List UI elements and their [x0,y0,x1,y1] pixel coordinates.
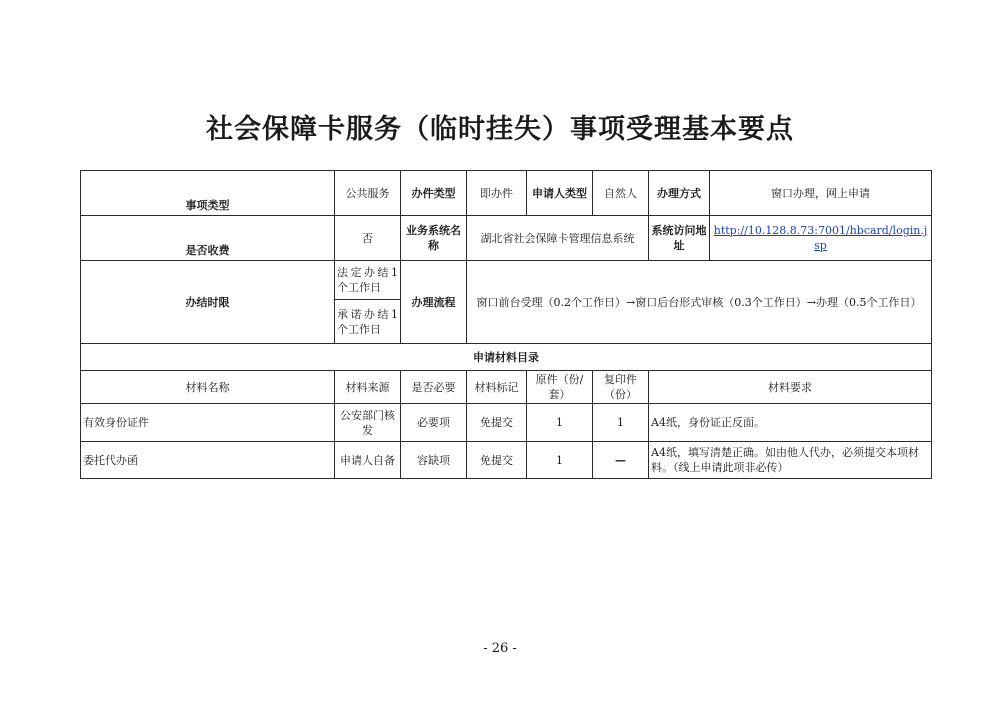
materials-section-title: 申请材料目录 [81,344,932,371]
table-row [81,404,932,442]
system-url-cell [710,216,932,261]
material-source: 申请人自备 [335,442,401,479]
handling-method-label: 办理方式 [649,171,710,216]
system-url-link[interactable]: http://10.128.8.73:7001/hbcard/login.jsp [713,224,928,252]
material-required: 必要项 [401,404,467,442]
col-original-count: 原件（份/套） [527,371,593,404]
handling-method-value: 窗口办理，网上申请 [710,171,932,216]
case-type-label: 办件类型 [401,171,467,216]
business-system-value: 湖北省社会保障卡管理信息系统 [467,216,649,261]
item-type-value: 公共服务 [335,171,401,216]
system-url-label: 系统访问地址 [649,216,710,261]
col-required: 是否必要 [401,371,467,404]
applicant-type-label: 申请人类型 [527,171,593,216]
fee-value: 否 [335,216,401,261]
process-value: 窗口前台受理（0.2个工作日）→窗口后台形式审核（0.3个工作日）→办理（0.5个工作日） [467,261,932,344]
page-title: 社会保障卡服务（临时挂失）事项受理基本要点 [206,114,794,145]
copy-count: 1 [593,404,649,442]
applicant-type-value: 自然人 [593,171,649,216]
section-header-row [81,344,932,371]
original-count: 1 [527,404,593,442]
col-requirement: 材料要求 [649,371,932,404]
materials-header-row [81,371,932,404]
col-copy-count: 复印件（份） [593,371,649,404]
legal-time-limit: 法定办结1个工作日 [335,261,401,300]
original-count: 1 [527,442,593,479]
item-type-label: 事项类型 [81,171,335,216]
row-item-type [81,171,932,216]
material-source: 公安部门核发 [335,404,401,442]
row-time-limit [81,261,932,300]
material-requirement: A4纸，身份证正反面。 [649,404,932,442]
col-material-source: 材料来源 [335,371,401,404]
case-type-value: 即办件 [467,171,527,216]
business-system-label: 业务系统名称 [401,216,467,261]
fee-label: 是否收费 [81,216,335,261]
service-info-table [80,170,932,479]
col-material-name: 材料名称 [81,371,335,404]
row-fee [81,216,932,261]
material-name: 有效身份证件 [81,404,335,442]
material-required: 容缺项 [401,442,467,479]
page-number: - 26 - [483,641,517,656]
material-name: 委托代办函 [81,442,335,479]
time-limit-label: 办结时限 [81,261,335,344]
table-row [81,442,932,479]
col-material-mark: 材料标记 [467,371,527,404]
promised-time-limit: 承诺办结1个工作日 [335,300,401,344]
material-mark: 免提交 [467,442,527,479]
material-mark: 免提交 [467,404,527,442]
material-requirement: A4纸，填写清楚正确。如由他人代办，必须提交本项材料。（线上申请此项非必传） [649,442,932,479]
copy-count: — [593,442,649,479]
process-label: 办理流程 [401,261,467,344]
